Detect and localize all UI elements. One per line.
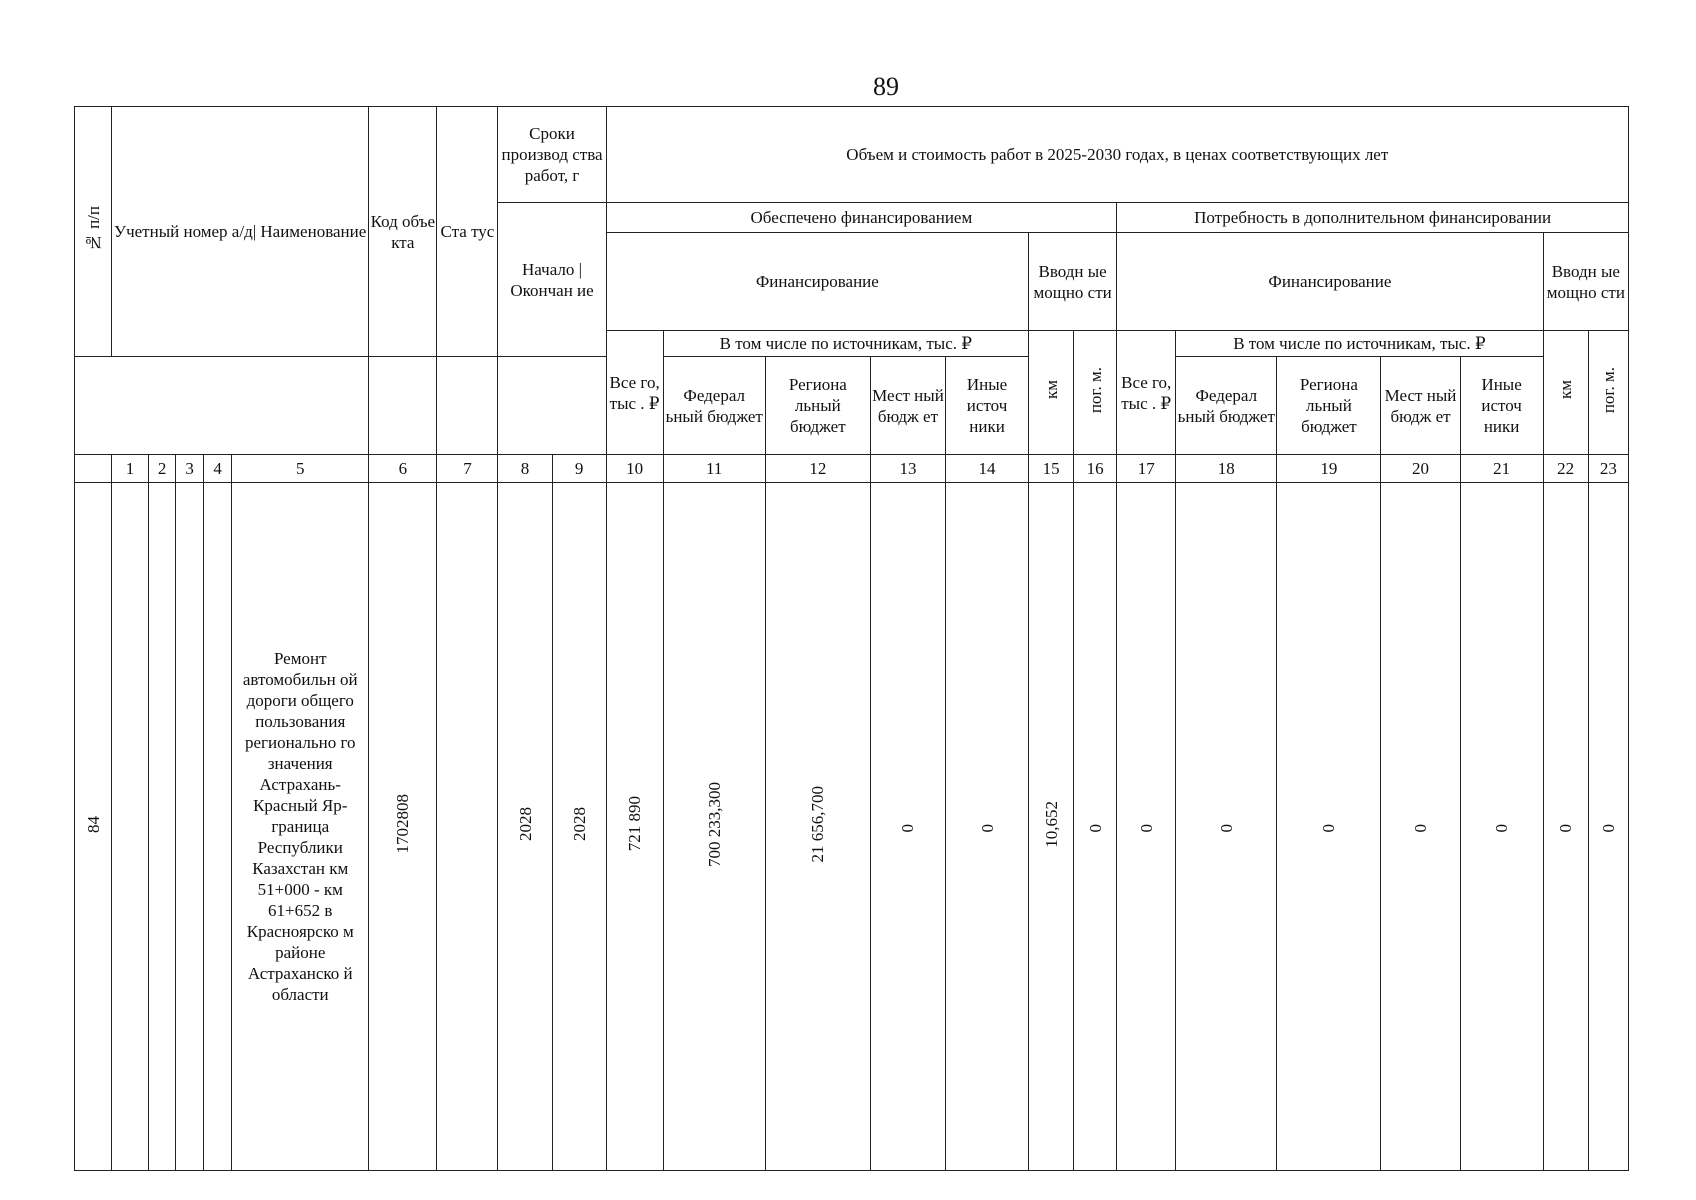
cell-add-regional: 0 <box>1277 483 1381 1171</box>
column-number: 16 <box>1074 455 1117 483</box>
header-financing-additional: Финансирование <box>1117 233 1543 331</box>
column-number: 22 <box>1543 455 1588 483</box>
header-regional-secured: Региона льный бюджет <box>765 357 870 455</box>
column-number: 5 <box>232 455 369 483</box>
column-number: 9 <box>552 455 606 483</box>
cell-local: 0 <box>870 483 945 1171</box>
header-local-additional: Мест ный бюдж ет <box>1381 357 1460 455</box>
header-capacities-additional: Вводн ые мощно сти <box>1543 233 1628 331</box>
cell-add-pog-m: 0 <box>1588 483 1628 1171</box>
header-row-no: № п/п <box>75 107 112 357</box>
cell-km: 10,652 <box>1029 483 1074 1171</box>
header-total-additional: Все го, тыс . ₽ <box>1117 331 1176 455</box>
column-number: 12 <box>765 455 870 483</box>
header-status-continuation <box>437 357 498 455</box>
cell-c1 <box>112 483 149 1171</box>
header-financing-secured: Финансирование <box>606 233 1028 331</box>
column-number: 18 <box>1176 455 1277 483</box>
column-number: 3 <box>176 455 204 483</box>
cell-c4 <box>204 483 232 1171</box>
header-name-continuation <box>75 357 369 455</box>
header-status: Ста тус <box>437 107 498 357</box>
cell-add-total: 0 <box>1117 483 1176 1171</box>
cell-start-year: 2028 <box>498 483 552 1171</box>
header-need-additional: Потребность в дополнительном финансировании <box>1117 203 1629 233</box>
header-pogm-additional: пог. м. <box>1588 331 1628 455</box>
cell-status <box>437 483 498 1171</box>
header-other-additional: Иные источ ники <box>1460 357 1543 455</box>
header-secured: Обеспечено финансированием <box>606 203 1117 233</box>
header-regional-additional: Региона льный бюджет <box>1277 357 1381 455</box>
cell-total: 721 890 <box>606 483 663 1171</box>
header-terms: Сроки производ ства работ, г <box>498 107 606 203</box>
column-number: 10 <box>606 455 663 483</box>
cell-pog-m: 0 <box>1074 483 1117 1171</box>
header-capacities-secured: Вводн ые мощно сти <box>1029 233 1117 331</box>
column-number-blank <box>75 455 112 483</box>
cell-add-km: 0 <box>1543 483 1588 1171</box>
header-start-end: Начало | Окончан ие <box>498 203 606 357</box>
column-number: 4 <box>204 455 232 483</box>
header-volume-cost: Объем и стоимость работ в 2025-2030 годах, в ценах соответствующих лет <box>606 107 1628 203</box>
column-number: 14 <box>945 455 1028 483</box>
header-other-secured: Иные источ ники <box>945 357 1028 455</box>
column-number: 19 <box>1277 455 1381 483</box>
cell-object-code: 1702808 <box>369 483 437 1171</box>
header-federal-secured: Федерал ьный бюджет <box>663 357 765 455</box>
header-km-additional: км <box>1543 331 1588 455</box>
column-number: 15 <box>1029 455 1074 483</box>
column-number: 21 <box>1460 455 1543 483</box>
cell-object-name: Ремонт автомобильн ой дороги общего пользования регионально го значения Астрахань- Красный Яр- граница Республики Казахстан км 51+000 - км 61+652 в Красноярско м районе Астраханско й области <box>232 483 369 1171</box>
column-number: 13 <box>870 455 945 483</box>
cell-end-year: 2028 <box>552 483 606 1171</box>
cell-row-no: 84 <box>75 483 112 1171</box>
column-number: 2 <box>149 455 176 483</box>
column-number: 11 <box>663 455 765 483</box>
header-start-continuation <box>498 357 606 455</box>
header-object-code: Код объе кта <box>369 107 437 357</box>
header-federal-additional: Федерал ьный бюджет <box>1176 357 1277 455</box>
column-number: 8 <box>498 455 552 483</box>
header-local-secured: Мест ный бюдж ет <box>870 357 945 455</box>
column-number: 6 <box>369 455 437 483</box>
cell-c2 <box>149 483 176 1171</box>
cell-other: 0 <box>945 483 1028 1171</box>
cell-add-federal: 0 <box>1176 483 1277 1171</box>
column-number: 17 <box>1117 455 1176 483</box>
page-number: 89 <box>873 72 899 101</box>
cell-federal: 700 233,300 <box>663 483 765 1171</box>
column-number: 1 <box>112 455 149 483</box>
cell-add-local: 0 <box>1381 483 1460 1171</box>
cell-c3 <box>176 483 204 1171</box>
cell-regional: 21 656,700 <box>765 483 870 1171</box>
header-by-sources-secured: В том числе по источникам, тыс. ₽ <box>663 331 1028 357</box>
header-by-sources-additional: В том числе по источникам, тыс. ₽ <box>1176 331 1543 357</box>
header-km-secured: км <box>1029 331 1074 455</box>
header-total-secured: Все го, тыс . ₽ <box>606 331 663 455</box>
header-pogm-secured: пог. м. <box>1074 331 1117 455</box>
cell-add-other: 0 <box>1460 483 1543 1171</box>
column-number: 23 <box>1588 455 1628 483</box>
column-number: 7 <box>437 455 498 483</box>
header-code-continuation <box>369 357 437 455</box>
header-account-name: Учетный номер а/д| Наименование <box>112 107 369 357</box>
column-number: 20 <box>1381 455 1460 483</box>
financing-table <box>74 106 1629 1171</box>
table-row <box>75 483 1629 1171</box>
